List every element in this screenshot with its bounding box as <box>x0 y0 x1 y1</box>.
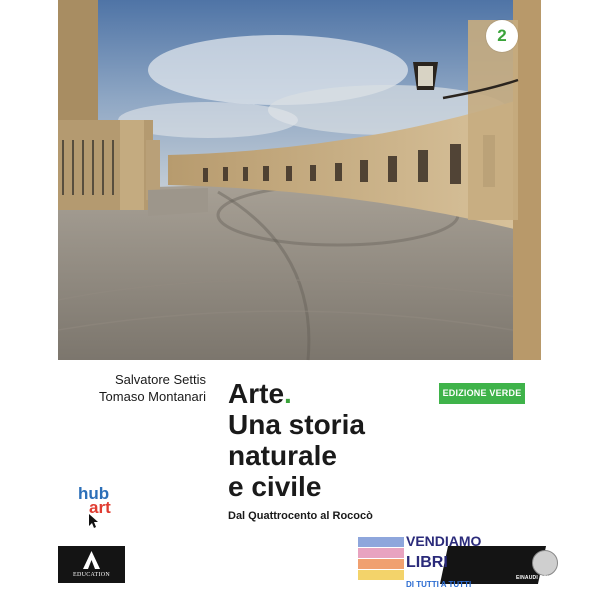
watermark-line2: LIBRI <box>406 554 448 571</box>
publisher-mark-icon <box>83 551 100 569</box>
imprint-suffix: SCUOLA <box>539 575 562 581</box>
cover-photo <box>58 0 541 360</box>
book-cover <box>58 0 562 600</box>
publisher-name: EDUCATION <box>72 572 111 578</box>
edition-badge: EDIZIONE VERDE <box>439 383 525 404</box>
imprint-name: EINAUDI <box>516 575 538 581</box>
watermark-line1: VENDIAMO <box>406 533 482 549</box>
hub-logo-text: hub <box>78 484 110 503</box>
title-line: e civile <box>228 471 322 502</box>
book-subtitle: Dal Quattrocento al Rococò <box>228 510 373 522</box>
title-line: Arte <box>228 378 285 409</box>
authors <box>58 371 206 405</box>
watermark-line3: DI TUTTI A TUTTI <box>406 580 472 589</box>
title-line: Una storia <box>228 409 365 440</box>
volume-badge: 2 <box>486 20 518 52</box>
books-stack-icon <box>358 537 404 547</box>
publisher-logo <box>58 546 125 583</box>
art-logo-text: art <box>89 498 111 517</box>
author-name: Salvatore Settis <box>114 372 206 387</box>
cursor-icon <box>89 514 99 533</box>
title-dot: . <box>284 378 292 409</box>
imprint-logo <box>500 546 584 584</box>
book-title <box>228 378 365 502</box>
hub-art-logo <box>78 484 111 517</box>
author-name: Tomaso Montanari <box>99 389 206 404</box>
title-line: naturale <box>228 440 337 471</box>
imprint-seal-icon <box>532 550 558 576</box>
store-watermark <box>358 533 508 593</box>
